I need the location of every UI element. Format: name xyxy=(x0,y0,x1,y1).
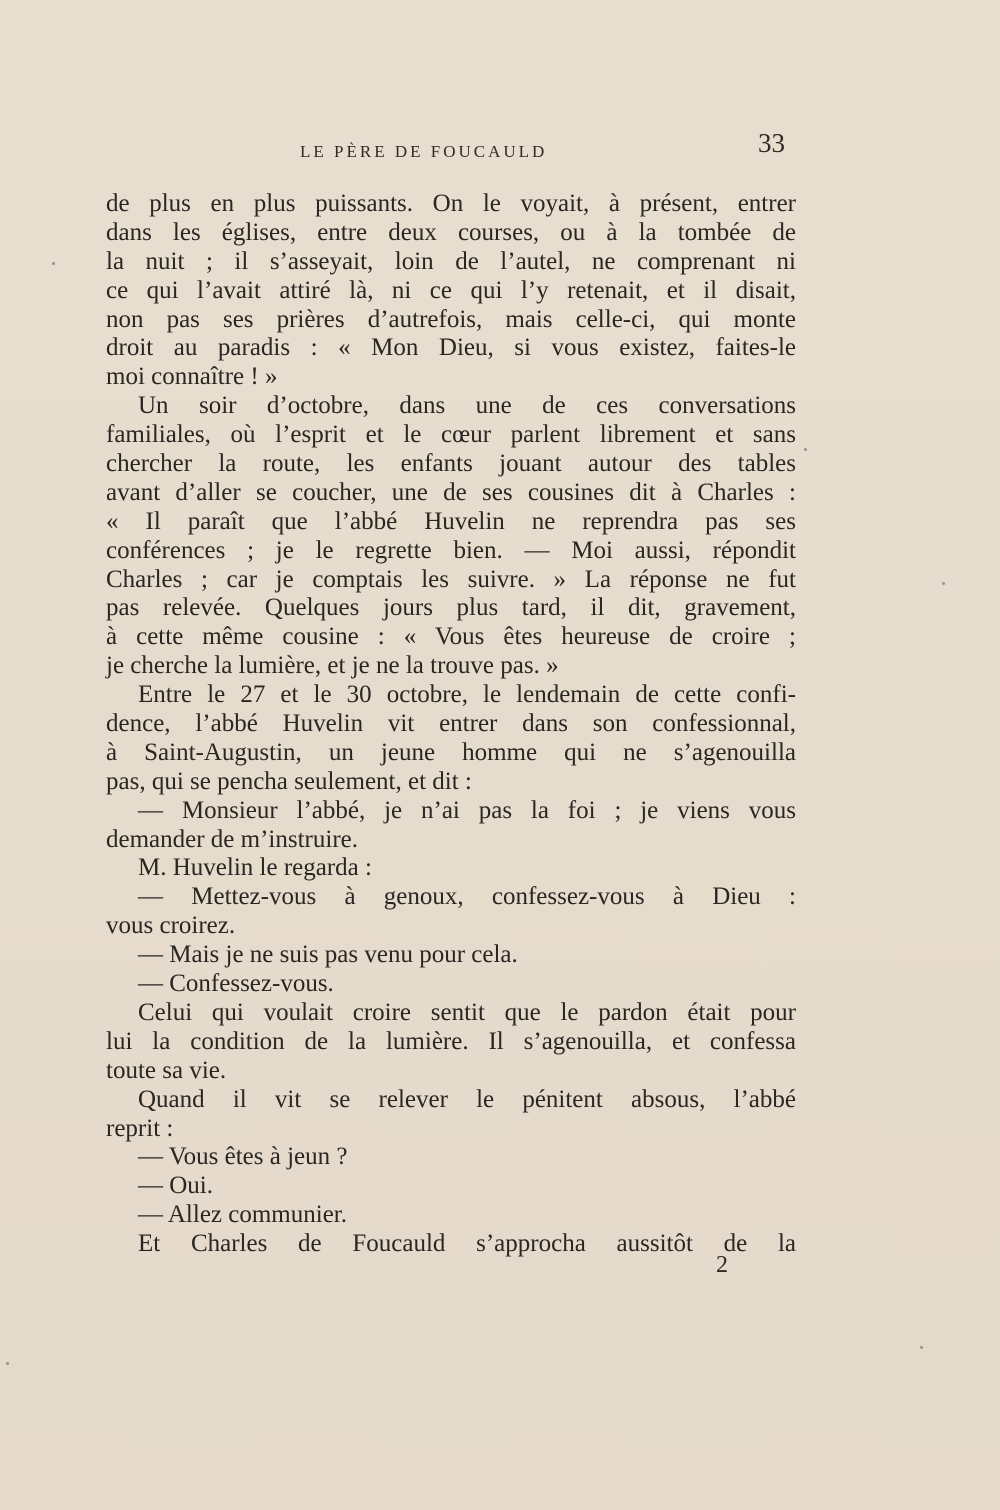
text-line: non pas ses prières d’autrefois, mais celle-ci, qui monte xyxy=(106,305,796,333)
text-line: reprit : xyxy=(106,1114,174,1142)
text-line: pas relevée. Quelques jours plus tard, il dit, gravement, xyxy=(106,594,796,622)
text-line: Quand il vit se relever le pénitent absous, l’abbé xyxy=(138,1085,796,1113)
text-line: dence, l’abbé Huvelin vit entrer dans son confessionnal, xyxy=(106,710,796,738)
text-line: dans les églises, entre deux courses, ou à la tombée de xyxy=(106,218,796,246)
paper-speck xyxy=(6,1362,9,1365)
text-line: Entre le 27 et le 30 octobre, le lendemain de cette confi- xyxy=(138,681,796,709)
text-line: Et Charles de Foucauld s’approcha aussitôt de la xyxy=(138,1230,796,1258)
text-line: chercher la route, les enfants jouant autour des tables xyxy=(106,450,796,478)
paper-speck xyxy=(804,448,807,451)
text-line: je cherche la lumière, et je ne la trouve pas. » xyxy=(106,652,559,680)
text-line: Un soir d’octobre, dans une de ces conversations xyxy=(138,392,796,420)
text-line: familiales, où l’esprit et le cœur parlent librement et sans xyxy=(106,421,796,449)
text-line: M. Huvelin le regarda : xyxy=(138,854,372,882)
text-line: toute sa vie. xyxy=(106,1056,227,1084)
signature-mark: 2 xyxy=(716,1252,728,1278)
paper-speck xyxy=(920,1346,923,1349)
text-line: avant d’aller se coucher, une de ses cousines dit à Charles : xyxy=(106,478,796,506)
text-line: à cette même cousine : « Vous êtes heureuse de croire ; xyxy=(106,623,796,651)
body-text xyxy=(106,190,796,1259)
text-line: — Vous êtes à jeun ? xyxy=(138,1143,348,1171)
text-line: Celui qui voulait croire sentit que le pardon était pour xyxy=(138,998,796,1026)
text-line: à Saint-Augustin, un jeune homme qui ne s’agenouilla xyxy=(106,738,796,766)
text-line: pas, qui se pencha seulement, et dit : xyxy=(106,767,472,795)
text-line: « Il paraît que l’abbé Huvelin ne reprendra pas ses xyxy=(106,507,796,535)
page-number: 33 xyxy=(758,128,785,158)
running-head: LE PÈRE DE FOUCAULD xyxy=(300,142,548,161)
text-line: — Confessez-vous. xyxy=(138,970,334,998)
text-line: ce qui l’avait attiré là, ni ce qui l’y retenait, et il disait, xyxy=(106,276,796,304)
text-line: droit au paradis : « Mon Dieu, si vous existez, faites-le xyxy=(106,334,796,362)
text-line: moi connaître ! » xyxy=(106,363,278,391)
text-line: la nuit ; il s’asseyait, loin de l’autel, ne comprenant ni xyxy=(106,247,796,275)
text-line: lui la condition de la lumière. Il s’agenouilla, et confessa xyxy=(106,1027,796,1055)
paper-speck xyxy=(942,582,945,585)
paper-speck xyxy=(52,262,55,265)
text-line: — Oui. xyxy=(138,1172,213,1200)
text-line: conférences ; je le regrette bien. — Moi aussi, répondit xyxy=(106,536,796,564)
text-line: vous croirez. xyxy=(106,912,236,940)
text-line: Charles ; car je comptais les suivre. » La réponse ne fut xyxy=(106,565,796,593)
text-line: de plus en plus puissants. On le voyait, à présent, entrer xyxy=(106,190,796,217)
text-line: demander de m’instruire. xyxy=(106,825,358,853)
text-line: — Mais je ne suis pas venu pour cela. xyxy=(138,941,518,969)
text-line: — Monsieur l’abbé, je n’ai pas la foi ; je viens vous xyxy=(138,796,796,824)
text-line: — Mettez-vous à genoux, confessez-vous à Dieu : xyxy=(138,883,796,911)
text-line: — Allez communier. xyxy=(138,1201,347,1229)
